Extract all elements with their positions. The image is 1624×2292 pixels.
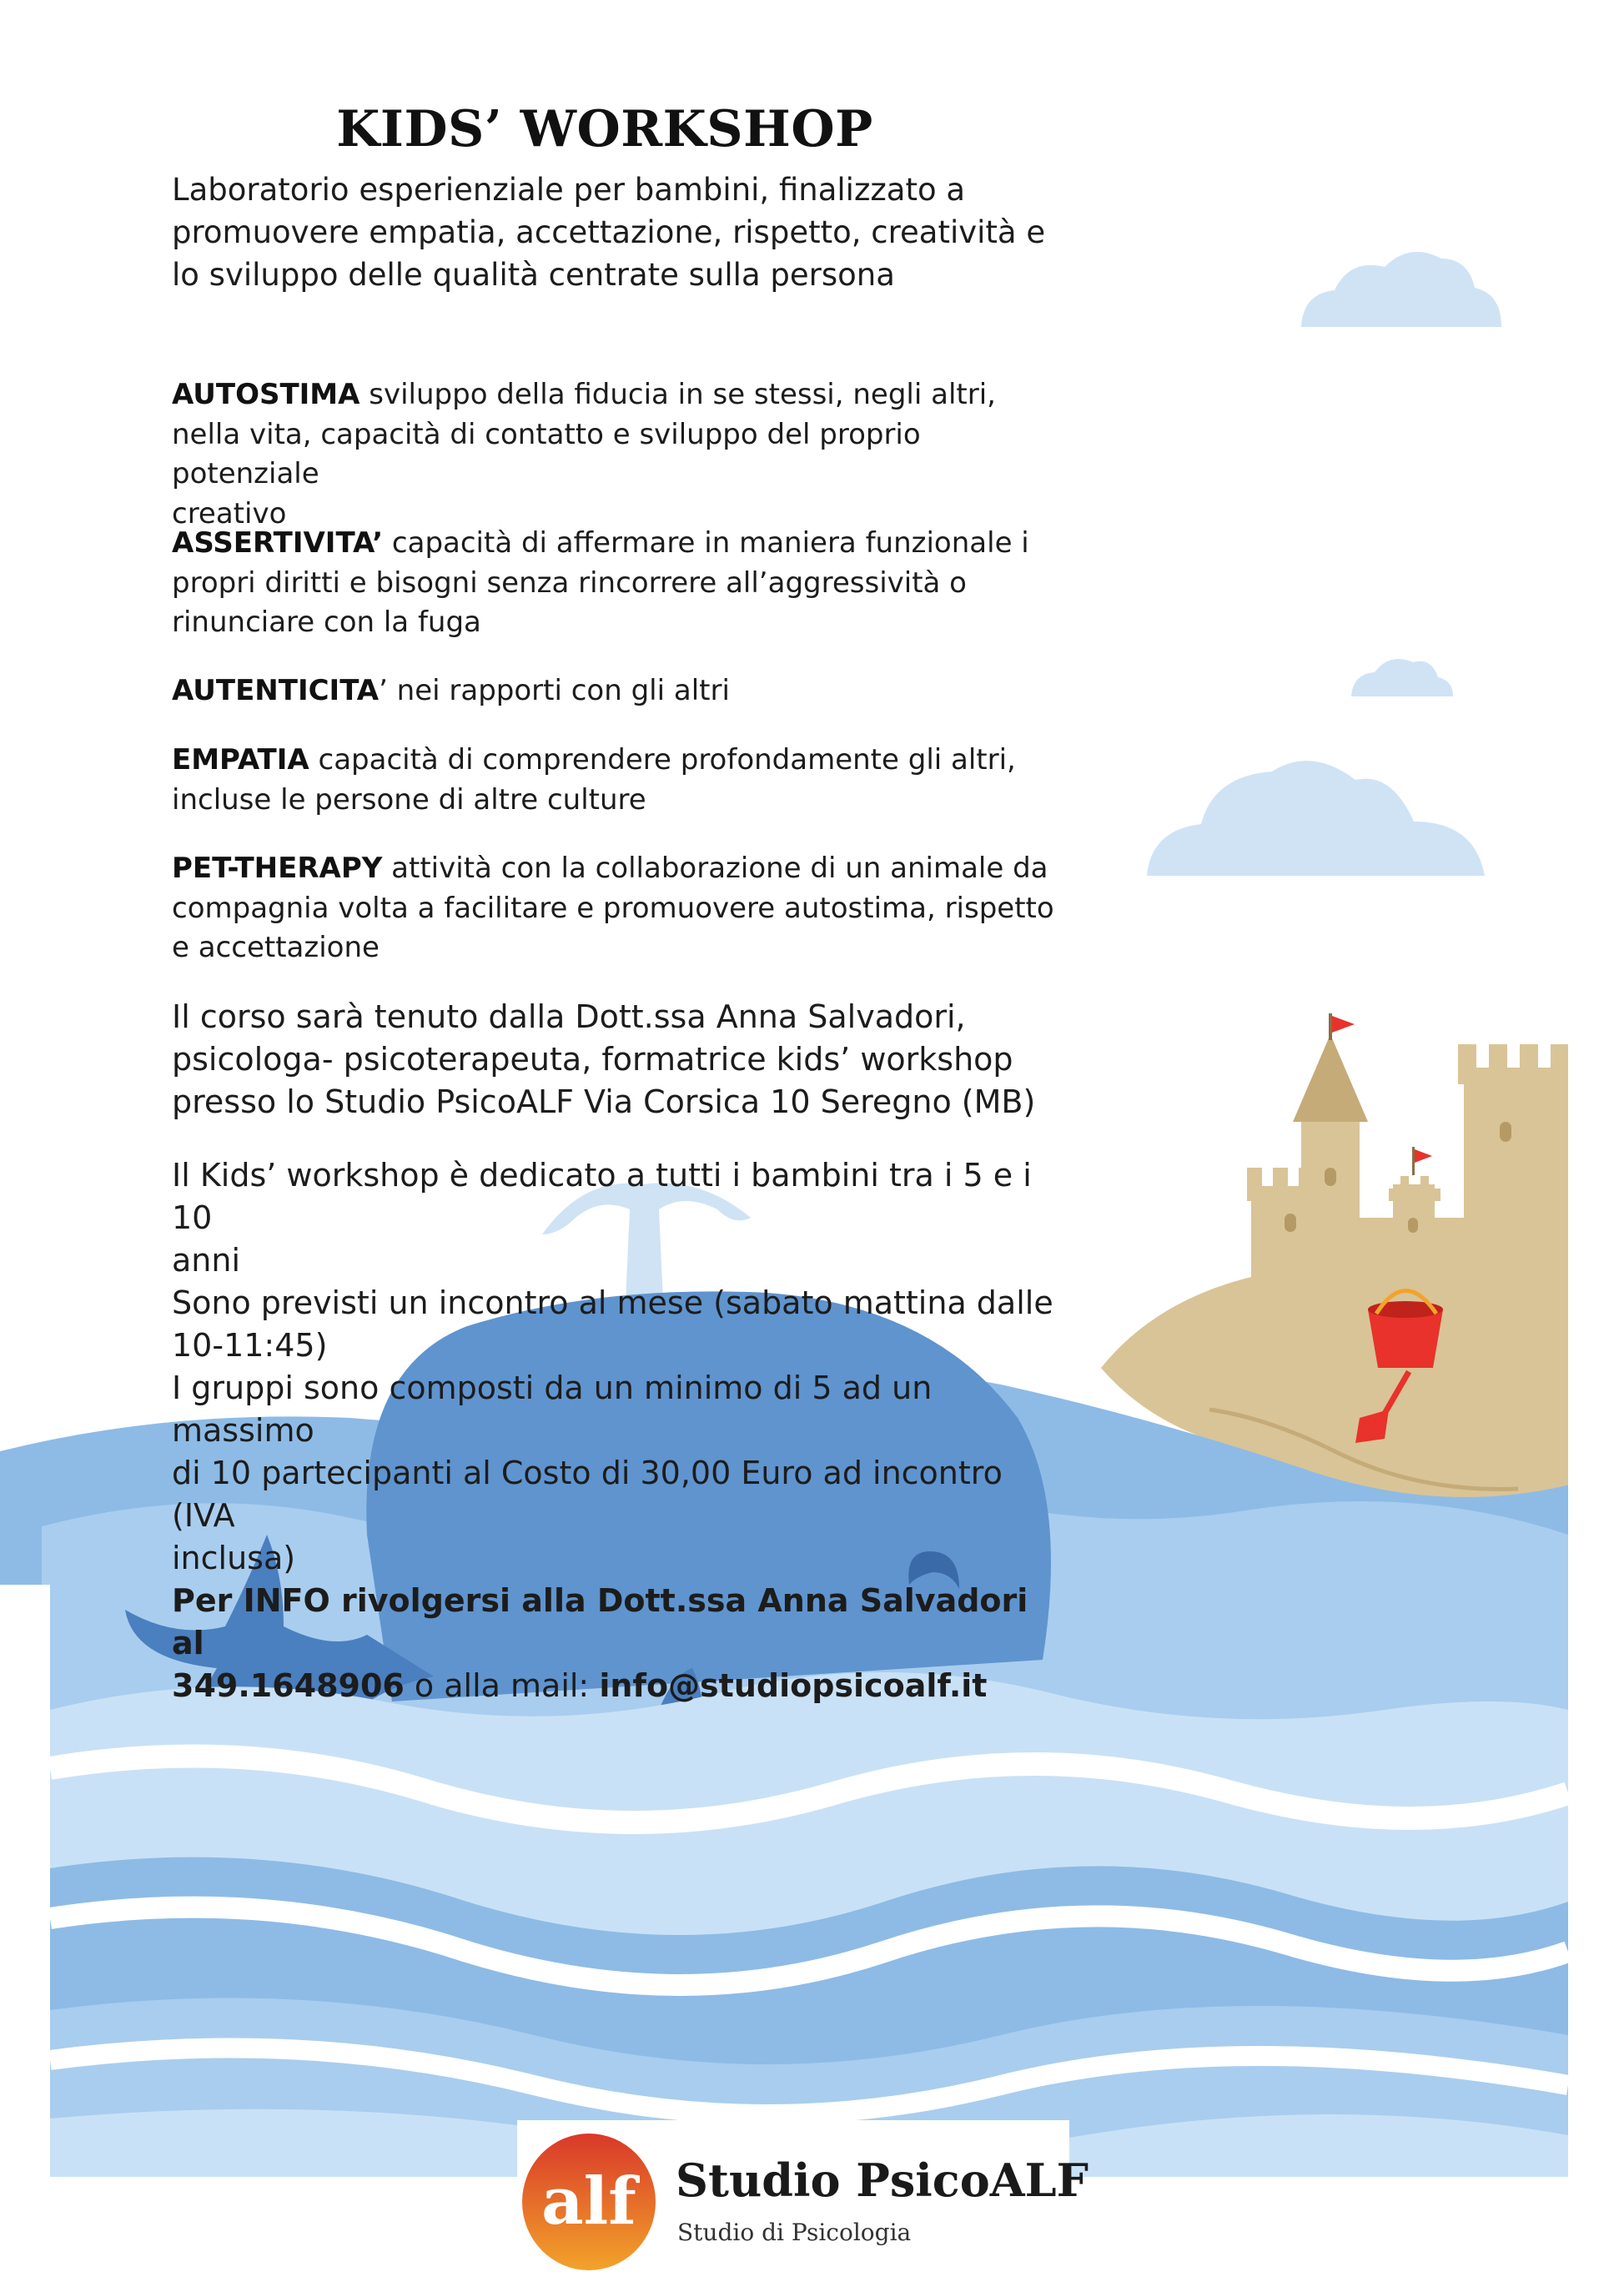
item-pet-therapy (172, 849, 1056, 968)
item-text: attività con la collaborazione di un animale da (382, 852, 1048, 885)
teacher-paragraph (172, 996, 1056, 1123)
item-text: compagnia volta a facilitare e promuovere autostima, rispetto (172, 891, 1054, 925)
details-paragraph (172, 1154, 1056, 1707)
item-text: e accettazione (172, 931, 380, 964)
details-line: I gruppi sono composti da un minimo di 5 ad un massimo (172, 1370, 933, 1449)
details-line: di 10 partecipanti al Costo di 30,00 Euro ad incontro (IVA (172, 1455, 1003, 1534)
page-title: KIDS’ WORKSHOP (336, 100, 873, 158)
details-line: Sono previsti un incontro al mese (sabato mattina dalle (172, 1284, 1053, 1321)
email-link[interactable]: info@studiopsicoalf.it (599, 1667, 988, 1704)
phone-number[interactable]: 349.1648906 (172, 1667, 405, 1704)
details-line: Il Kids’ workshop è dedicato a tutti i bambini tra i 5 e i 10 (172, 1157, 1032, 1236)
details-line: 10-11:45) (172, 1327, 328, 1364)
item-text: ’ nei rapporti con gli altri (379, 674, 730, 707)
item-term: ASSERTIVITA’ (172, 526, 384, 560)
details-line: anni (172, 1242, 241, 1279)
item-text: creativo (172, 496, 287, 530)
cloud-icon (1351, 659, 1453, 696)
intro-line: Laboratorio esperienziale per bambini, finalizzato a (172, 172, 966, 208)
item-term: AUTOSTIMA (172, 378, 360, 411)
item-autostima (172, 375, 1056, 534)
item-term: EMPATIA (172, 743, 309, 777)
teacher-line: presso lo Studio PsicoALF Via Corsica 10 Seregno (MB) (172, 1083, 1036, 1120)
studio-logo (517, 2120, 1089, 2279)
logo-title: Studio PsicoALF (676, 2154, 1089, 2207)
item-autenticita (172, 671, 1056, 711)
item-term: AUTENTICITA (172, 674, 380, 707)
item-text: rinunciare con la fuga (172, 606, 481, 639)
item-assertivita (172, 524, 1056, 643)
item-text: capacità di affermare in maniera funzionale i (383, 526, 1029, 560)
details-line: inclusa) (172, 1540, 296, 1576)
intro-line: lo sviluppo delle qualità centrate sulla persona (172, 257, 895, 293)
item-text: nella vita, capacità di contatto e sviluppo del proprio potenziale (172, 417, 921, 490)
cloud-icon (1301, 252, 1501, 327)
contact-line (172, 1665, 1056, 1707)
contact-text: o alla mail: (404, 1667, 600, 1704)
item-term: PET-THERAPY (172, 852, 383, 885)
teacher-line: psicologa- psicoterapeuta, formatrice kids’ workshop (172, 1041, 1013, 1078)
item-text: sviluppo della fiducia in se stessi, negli altri, (359, 378, 996, 411)
item-text: capacità di comprendere profondamente gli altri, (309, 743, 1016, 777)
item-empatia (172, 741, 1056, 820)
svg-text:alf: alf (541, 2164, 636, 2239)
item-text: incluse le persone di altre culture (172, 782, 646, 817)
item-text: propri diritti e bisogni senza rincorrere all’aggressività o (172, 565, 967, 600)
info-line: Per INFO rivolgersi alla Dott.ssa Anna Salvadori al (172, 1582, 1028, 1661)
cloud-icon (1147, 761, 1485, 876)
logo-subtitle: Studio di Psicologia (677, 2219, 912, 2246)
intro-line: promuovere empatia, accettazione, rispetto, creatività e (172, 214, 1046, 250)
alf-logo-icon (519, 2125, 659, 2274)
teacher-line: Il corso sarà tenuto dalla Dott.ssa Anna Salvadori, (172, 998, 966, 1035)
intro-text (172, 168, 1056, 296)
sand-castle (1247, 1013, 1569, 1301)
